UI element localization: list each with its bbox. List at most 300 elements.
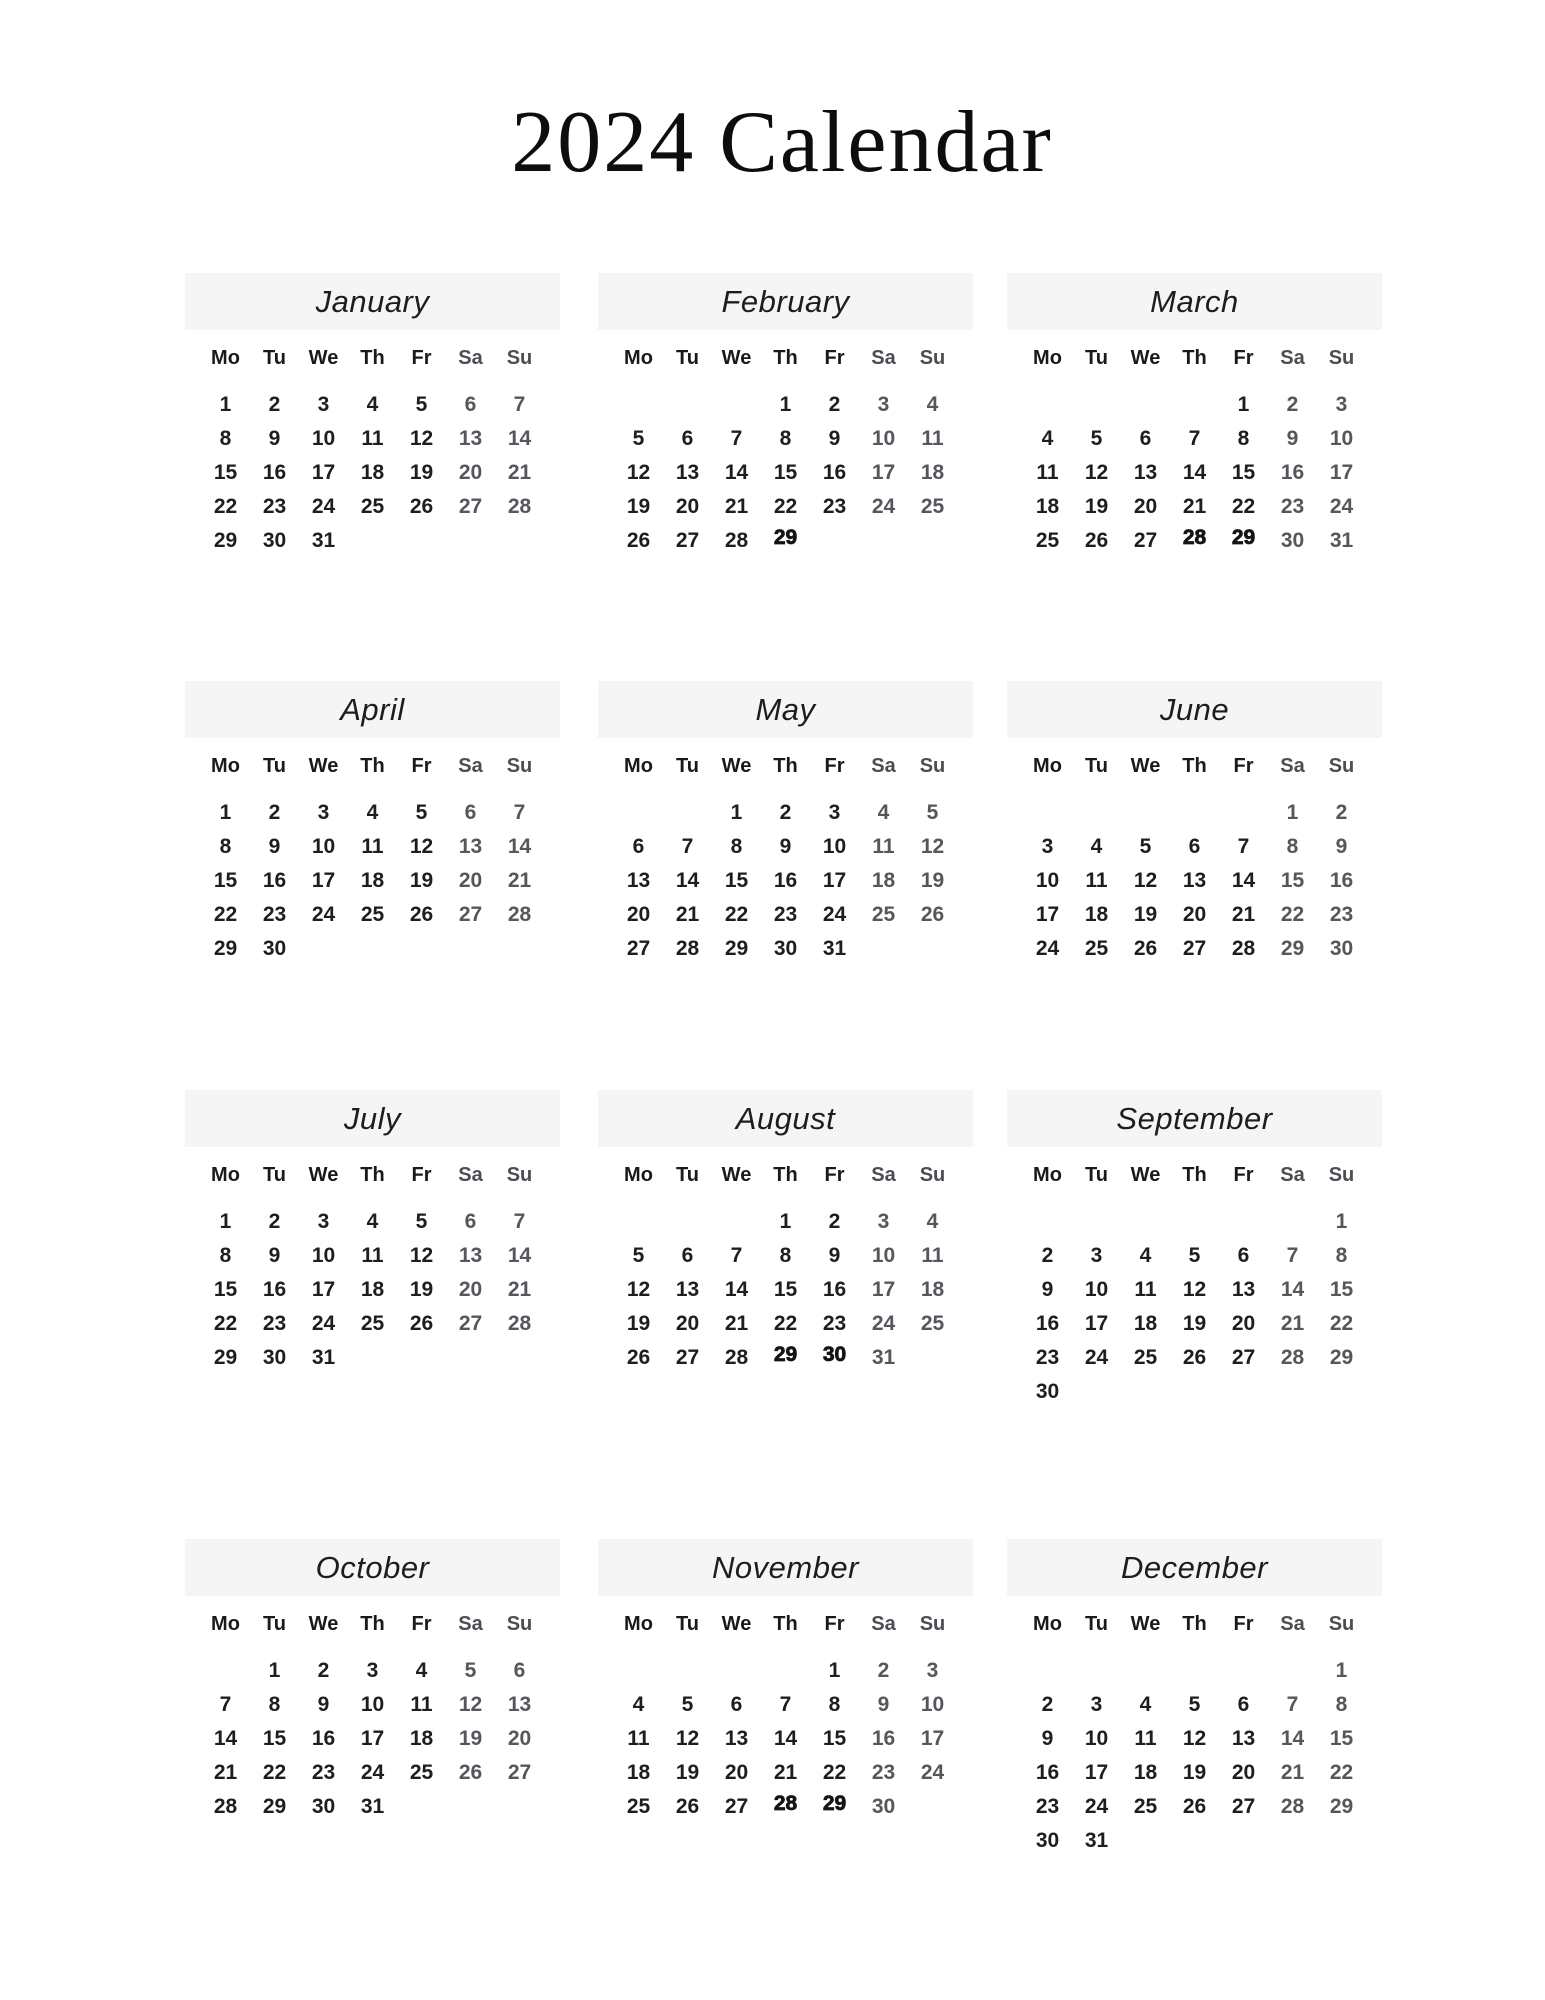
- date-cell: 1: [219, 801, 232, 824]
- weekday-label: Su: [506, 754, 533, 777]
- date-cell: 28: [724, 1346, 749, 1369]
- weekday-label: Mo: [624, 754, 653, 777]
- date-cell: 12: [458, 1693, 483, 1716]
- date-cell: 3: [317, 1210, 330, 1233]
- month-title: August: [598, 1090, 973, 1147]
- date-cell: 26: [409, 1312, 434, 1335]
- date-row: [614, 456, 957, 490]
- weekday-label: Fr: [411, 1612, 432, 1635]
- date-row: [614, 830, 957, 864]
- date-cell: 5: [1188, 1693, 1201, 1716]
- date-cell: 4: [366, 393, 379, 416]
- weekday-label: Su: [506, 1163, 533, 1186]
- date-cell: 15: [1329, 1278, 1354, 1301]
- date-row: [614, 932, 957, 966]
- date-cell: 22: [773, 495, 798, 518]
- date-row: [1023, 898, 1366, 932]
- empty-cell: [859, 524, 908, 558]
- date-cell: 1: [779, 1210, 792, 1233]
- month-block-december: [1007, 1539, 1382, 1858]
- date-cell: 21: [724, 495, 749, 518]
- date-cell: 1: [219, 1210, 232, 1233]
- date-row: [614, 1239, 957, 1273]
- date-cell: 20: [1182, 903, 1207, 926]
- empty-cell: [1268, 1654, 1317, 1688]
- empty-cell: [1023, 796, 1072, 830]
- date-cell: 1: [1237, 393, 1250, 416]
- dates-grid: [201, 388, 544, 558]
- date-cell: 2: [828, 393, 841, 416]
- empty-cell: [1268, 1205, 1317, 1239]
- date-cell: 23: [822, 1312, 847, 1335]
- date-cell: 22: [724, 903, 749, 926]
- weekday-header-row: [201, 345, 544, 371]
- date-cell: 27: [1231, 1795, 1256, 1818]
- weekday-label: Th: [360, 1163, 385, 1186]
- date-cell: 5: [632, 1244, 645, 1267]
- empty-cell: [1072, 1375, 1121, 1409]
- date-cell: 5: [415, 393, 428, 416]
- date-cell: 18: [871, 869, 896, 892]
- date-cell: 13: [724, 1727, 749, 1750]
- date-cell: 9: [1286, 427, 1299, 450]
- date-cell: 18: [1133, 1761, 1158, 1784]
- date-cell: 6: [681, 427, 694, 450]
- date-cell: 30: [1035, 1829, 1060, 1852]
- date-cell: 3: [877, 393, 890, 416]
- date-cell: 5: [1188, 1244, 1201, 1267]
- date-cell: 30: [1329, 937, 1354, 960]
- weekday-label: Tu: [263, 754, 286, 777]
- empty-cell: [1170, 388, 1219, 422]
- weekday-label: Tu: [1085, 754, 1108, 777]
- empty-cell: [810, 524, 859, 558]
- empty-cell: [446, 524, 495, 558]
- date-cell: 6: [464, 1210, 477, 1233]
- weekday-label: Sa: [871, 346, 896, 369]
- date-cell: 7: [1237, 835, 1250, 858]
- date-cell: 23: [262, 903, 287, 926]
- weekday-header-row: [1023, 345, 1366, 371]
- date-row: [1023, 388, 1366, 422]
- date-cell: 22: [1280, 903, 1305, 926]
- date-cell: 1: [1335, 1210, 1348, 1233]
- date-cell: 31: [822, 937, 847, 960]
- empty-cell: [614, 796, 663, 830]
- date-cell: 7: [513, 801, 526, 824]
- date-cell: 2: [1041, 1693, 1054, 1716]
- date-cell: 5: [1139, 835, 1152, 858]
- empty-cell: [1219, 796, 1268, 830]
- date-cell: 22: [1329, 1761, 1354, 1784]
- month-title: January: [185, 273, 560, 330]
- date-cell: 10: [311, 1244, 336, 1267]
- date-row: [1023, 864, 1366, 898]
- date-row: [201, 490, 544, 524]
- date-cell: 3: [317, 801, 330, 824]
- date-cell: 28: [507, 1312, 532, 1335]
- date-cell: 27: [724, 1795, 749, 1818]
- date-cell: 30: [773, 937, 798, 960]
- weekday-label: Th: [1182, 346, 1207, 369]
- weekday-label: Fr: [411, 1163, 432, 1186]
- date-cell: 21: [507, 869, 532, 892]
- date-cell: 13: [1182, 869, 1207, 892]
- date-cell: 28: [724, 529, 749, 552]
- date-row: [614, 1688, 957, 1722]
- date-row: [614, 490, 957, 524]
- weekday-label: Sa: [458, 346, 483, 369]
- date-cell: 19: [1084, 495, 1109, 518]
- weekday-header-row: [614, 345, 957, 371]
- weekday-label: Fr: [824, 754, 845, 777]
- date-cell: 17: [1084, 1761, 1109, 1784]
- date-cell: 29: [1231, 526, 1256, 549]
- date-cell: 22: [1231, 495, 1256, 518]
- date-cell: 16: [262, 869, 287, 892]
- date-cell: 6: [464, 801, 477, 824]
- date-row: [201, 1341, 544, 1375]
- weekday-label: Fr: [1233, 1612, 1254, 1635]
- date-cell: 14: [213, 1727, 238, 1750]
- date-cell: 16: [311, 1727, 336, 1750]
- date-cell: 17: [920, 1727, 945, 1750]
- date-cell: 5: [464, 1659, 477, 1682]
- empty-cell: [1268, 1375, 1317, 1409]
- date-cell: 9: [828, 1244, 841, 1267]
- weekday-label: Sa: [1280, 346, 1305, 369]
- date-cell: 4: [366, 801, 379, 824]
- date-row: [1023, 456, 1366, 490]
- weekday-label: Su: [1328, 1612, 1355, 1635]
- weekday-label: Su: [919, 1163, 946, 1186]
- date-cell: 29: [1280, 937, 1305, 960]
- month-block-april: [185, 681, 560, 966]
- date-cell: 19: [626, 1312, 651, 1335]
- date-cell: 23: [773, 903, 798, 926]
- date-cell: 21: [1280, 1312, 1305, 1335]
- empty-cell: [712, 1654, 761, 1688]
- empty-cell: [1023, 1654, 1072, 1688]
- date-row: [614, 524, 957, 558]
- empty-cell: [908, 932, 957, 966]
- date-cell: 11: [361, 1244, 384, 1267]
- date-cell: 15: [1329, 1727, 1354, 1750]
- date-row: [201, 1756, 544, 1790]
- date-cell: 13: [675, 1278, 700, 1301]
- date-cell: 25: [409, 1761, 434, 1784]
- month-title: June: [1007, 681, 1382, 738]
- date-cell: 28: [507, 903, 532, 926]
- date-cell: 16: [1035, 1312, 1060, 1335]
- date-cell: 12: [626, 461, 651, 484]
- month-block-september: [1007, 1090, 1382, 1409]
- empty-cell: [1121, 1375, 1170, 1409]
- date-cell: 31: [1084, 1829, 1109, 1852]
- date-cell: 8: [219, 835, 232, 858]
- empty-cell: [1121, 1654, 1170, 1688]
- date-cell: 28: [675, 937, 700, 960]
- date-cell: 18: [409, 1727, 434, 1750]
- weekday-label: Th: [773, 1163, 798, 1186]
- date-cell: 13: [1231, 1727, 1256, 1750]
- date-cell: 21: [773, 1761, 798, 1784]
- date-cell: 16: [1329, 869, 1354, 892]
- empty-cell: [1219, 1205, 1268, 1239]
- date-cell: 18: [920, 1278, 945, 1301]
- date-cell: 22: [1329, 1312, 1354, 1335]
- date-cell: 17: [871, 461, 896, 484]
- date-cell: 25: [360, 495, 385, 518]
- weekday-label: Mo: [624, 1612, 653, 1635]
- date-row: [201, 524, 544, 558]
- date-cell: 17: [311, 869, 336, 892]
- date-cell: 24: [1329, 495, 1354, 518]
- date-cell: 31: [1329, 529, 1354, 552]
- weekday-label: Sa: [1280, 1612, 1305, 1635]
- month-block-june: [1007, 681, 1382, 966]
- weekday-label: Tu: [1085, 1163, 1108, 1186]
- date-cell: 29: [724, 937, 749, 960]
- date-cell: 19: [626, 495, 651, 518]
- month-block-august: [598, 1090, 973, 1375]
- date-cell: 13: [675, 461, 700, 484]
- date-cell: 25: [920, 495, 945, 518]
- date-cell: 21: [213, 1761, 238, 1784]
- date-cell: 1: [219, 393, 232, 416]
- date-cell: 21: [507, 461, 532, 484]
- date-cell: 7: [513, 1210, 526, 1233]
- weekday-header-row: [614, 1611, 957, 1637]
- date-cell: 11: [1134, 1278, 1157, 1301]
- date-cell: 15: [773, 1278, 798, 1301]
- date-cell: 19: [1182, 1761, 1207, 1784]
- date-cell: 23: [822, 495, 847, 518]
- date-cell: 20: [458, 1278, 483, 1301]
- date-row: [614, 1205, 957, 1239]
- month-title: February: [598, 273, 973, 330]
- date-cell: 11: [410, 1693, 433, 1716]
- weekday-label: Th: [1182, 754, 1207, 777]
- date-cell: 19: [409, 461, 434, 484]
- date-row: [201, 1239, 544, 1273]
- empty-cell: [1023, 388, 1072, 422]
- date-cell: 23: [311, 1761, 336, 1784]
- date-cell: 29: [1329, 1346, 1354, 1369]
- date-cell: 17: [1084, 1312, 1109, 1335]
- month-title: September: [1007, 1090, 1382, 1147]
- date-cell: 25: [626, 1795, 651, 1818]
- date-cell: 26: [1182, 1795, 1207, 1818]
- weekday-label: Th: [773, 1612, 798, 1635]
- weekday-label: Tu: [263, 346, 286, 369]
- empty-cell: [1317, 1824, 1366, 1858]
- date-cell: 4: [1139, 1244, 1152, 1267]
- date-cell: 30: [262, 1346, 287, 1369]
- date-cell: 2: [268, 1210, 281, 1233]
- date-cell: 11: [1134, 1727, 1157, 1750]
- date-cell: 31: [871, 1346, 896, 1369]
- date-cell: 31: [360, 1795, 385, 1818]
- date-row: [201, 1273, 544, 1307]
- date-cell: 30: [262, 937, 287, 960]
- date-cell: 15: [213, 461, 238, 484]
- weekday-label: Su: [919, 754, 946, 777]
- date-row: [614, 1790, 957, 1824]
- date-cell: 15: [822, 1727, 847, 1750]
- weekday-label: We: [721, 754, 752, 777]
- date-cell: 12: [1182, 1278, 1207, 1301]
- date-cell: 6: [1237, 1244, 1250, 1267]
- date-cell: 27: [1133, 529, 1158, 552]
- date-cell: 1: [268, 1659, 281, 1682]
- date-cell: 11: [361, 427, 384, 450]
- date-row: [201, 388, 544, 422]
- weekday-label: Th: [773, 346, 798, 369]
- date-row: [614, 796, 957, 830]
- empty-cell: [1072, 796, 1121, 830]
- date-row: [614, 422, 957, 456]
- date-cell: 8: [779, 1244, 792, 1267]
- empty-cell: [446, 1790, 495, 1824]
- date-row: [1023, 490, 1366, 524]
- date-cell: 26: [626, 529, 651, 552]
- empty-cell: [397, 1341, 446, 1375]
- date-cell: 21: [675, 903, 700, 926]
- weekday-label: Tu: [263, 1612, 286, 1635]
- date-cell: 30: [871, 1795, 896, 1818]
- date-cell: 9: [1041, 1278, 1054, 1301]
- date-cell: 9: [828, 427, 841, 450]
- date-cell: 15: [724, 869, 749, 892]
- date-row: [614, 1722, 957, 1756]
- date-cell: 20: [724, 1761, 749, 1784]
- month-block-february: [598, 273, 973, 558]
- date-cell: 14: [724, 461, 749, 484]
- weekday-label: Fr: [1233, 754, 1254, 777]
- date-cell: 20: [1133, 495, 1158, 518]
- date-cell: 16: [871, 1727, 896, 1750]
- date-cell: 18: [1133, 1312, 1158, 1335]
- date-cell: 19: [920, 869, 945, 892]
- weekday-label: Fr: [1233, 346, 1254, 369]
- date-cell: 17: [822, 869, 847, 892]
- date-cell: 15: [213, 1278, 238, 1301]
- date-cell: 24: [1084, 1346, 1109, 1369]
- date-row: [614, 1307, 957, 1341]
- date-cell: 30: [1280, 529, 1305, 552]
- date-cell: 18: [920, 461, 945, 484]
- date-cell: 24: [920, 1761, 945, 1784]
- date-row: [1023, 1722, 1366, 1756]
- date-cell: 4: [1041, 427, 1054, 450]
- date-cell: 16: [262, 1278, 287, 1301]
- empty-cell: [1121, 388, 1170, 422]
- date-cell: 26: [1133, 937, 1158, 960]
- date-cell: 10: [1329, 427, 1354, 450]
- date-cell: 2: [1335, 801, 1348, 824]
- date-cell: 3: [1041, 835, 1054, 858]
- date-row: [614, 1654, 957, 1688]
- empty-cell: [201, 1654, 250, 1688]
- date-cell: 2: [317, 1659, 330, 1682]
- date-row: [201, 830, 544, 864]
- date-cell: 24: [822, 903, 847, 926]
- date-cell: 9: [1041, 1727, 1054, 1750]
- date-row: [1023, 1654, 1366, 1688]
- date-row: [1023, 1790, 1366, 1824]
- date-cell: 13: [458, 1244, 483, 1267]
- date-row: [1023, 1341, 1366, 1375]
- weekday-label: Tu: [676, 1612, 699, 1635]
- date-cell: 27: [675, 529, 700, 552]
- date-cell: 14: [675, 869, 700, 892]
- date-cell: 2: [268, 393, 281, 416]
- weekday-label: Fr: [824, 1163, 845, 1186]
- empty-cell: [495, 1790, 544, 1824]
- date-cell: 30: [262, 529, 287, 552]
- date-row: [614, 864, 957, 898]
- empty-cell: [1121, 796, 1170, 830]
- weekday-label: Th: [1182, 1612, 1207, 1635]
- weekday-header-row: [614, 753, 957, 779]
- weekday-label: We: [1130, 1163, 1161, 1186]
- date-row: [1023, 830, 1366, 864]
- date-cell: 15: [262, 1727, 287, 1750]
- date-cell: 25: [871, 903, 896, 926]
- empty-cell: [1219, 1375, 1268, 1409]
- date-cell: 25: [360, 1312, 385, 1335]
- date-cell: 31: [311, 1346, 336, 1369]
- empty-cell: [1170, 1824, 1219, 1858]
- date-cell: 21: [1280, 1761, 1305, 1784]
- weekday-label: Th: [360, 754, 385, 777]
- date-cell: 20: [458, 461, 483, 484]
- weekday-label: Sa: [1280, 754, 1305, 777]
- empty-cell: [495, 1341, 544, 1375]
- date-cell: 22: [213, 495, 238, 518]
- date-cell: 7: [1286, 1244, 1299, 1267]
- empty-cell: [663, 1654, 712, 1688]
- date-cell: 4: [632, 1693, 645, 1716]
- date-cell: 10: [311, 427, 336, 450]
- date-cell: 11: [921, 427, 944, 450]
- weekday-label: Su: [1328, 754, 1355, 777]
- date-cell: 20: [1231, 1312, 1256, 1335]
- weekday-label: Tu: [676, 754, 699, 777]
- date-cell: 29: [1329, 1795, 1354, 1818]
- dates-grid: [1023, 1205, 1366, 1409]
- date-cell: 18: [626, 1761, 651, 1784]
- weekday-label: Su: [506, 1612, 533, 1635]
- date-cell: 18: [1084, 903, 1109, 926]
- weekday-label: Mo: [1033, 754, 1062, 777]
- date-cell: 21: [1231, 903, 1256, 926]
- date-row: [201, 1790, 544, 1824]
- date-cell: 27: [1182, 937, 1207, 960]
- date-cell: 24: [871, 1312, 896, 1335]
- empty-cell: [1121, 1824, 1170, 1858]
- date-cell: 9: [317, 1693, 330, 1716]
- date-cell: 26: [409, 495, 434, 518]
- weekday-label: Su: [919, 1612, 946, 1635]
- dates-grid: [1023, 1654, 1366, 1858]
- date-cell: 8: [219, 1244, 232, 1267]
- date-cell: 4: [926, 393, 939, 416]
- date-cell: 27: [626, 937, 651, 960]
- date-cell: 25: [1035, 529, 1060, 552]
- empty-cell: [908, 1790, 957, 1824]
